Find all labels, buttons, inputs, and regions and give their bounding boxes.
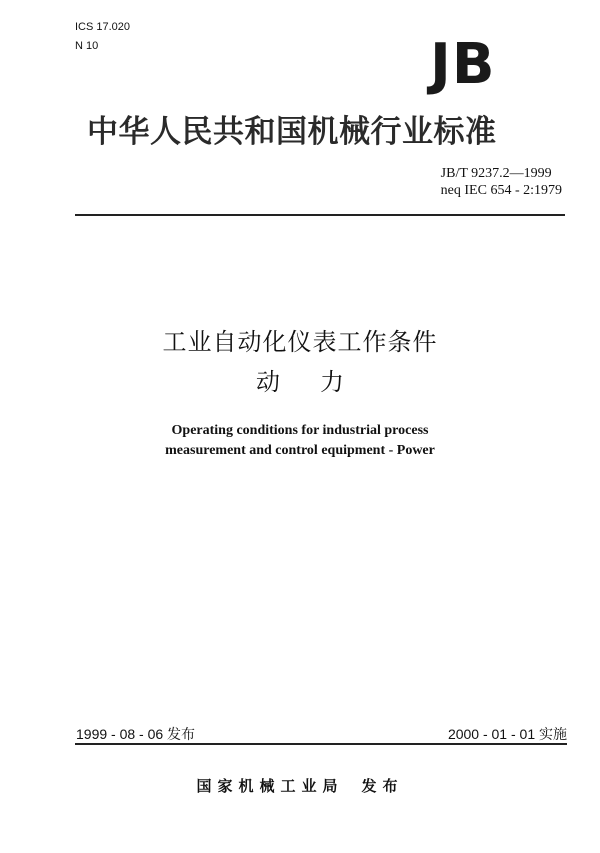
bottom-divider (75, 743, 567, 745)
issue-date: 1999 - 08 - 06 发布 (76, 726, 196, 742)
publisher-action: 发布 (361, 777, 404, 795)
standard-number-block (441, 165, 562, 199)
jb-logo: JB (430, 32, 496, 97)
ics-code: ICS 17.020 (75, 21, 131, 33)
equivalence-note: neq IEC 654 - 2:1979 (440, 183, 562, 198)
publisher (0, 775, 600, 796)
title-en (0, 421, 600, 461)
standard-number: JB/T 9237.2—1999 (440, 166, 552, 181)
title-zh-line2: 动力 (256, 368, 384, 396)
top-divider (75, 214, 565, 216)
title-zh-line1: 工业自动化仪表工作条件 (162, 328, 438, 356)
title-en-line2: measurement and control equipment - Power (165, 443, 435, 458)
title-en-line1: Operating conditions for industrial process (171, 423, 429, 438)
classification-code: N 10 (75, 40, 99, 52)
standard-type-heading: 中华人民共和国机械行业标准 (87, 114, 497, 150)
implementation-date: 2000 - 01 - 01 实施 (447, 726, 567, 742)
publisher-name: 国家机械工业局 (196, 777, 344, 795)
